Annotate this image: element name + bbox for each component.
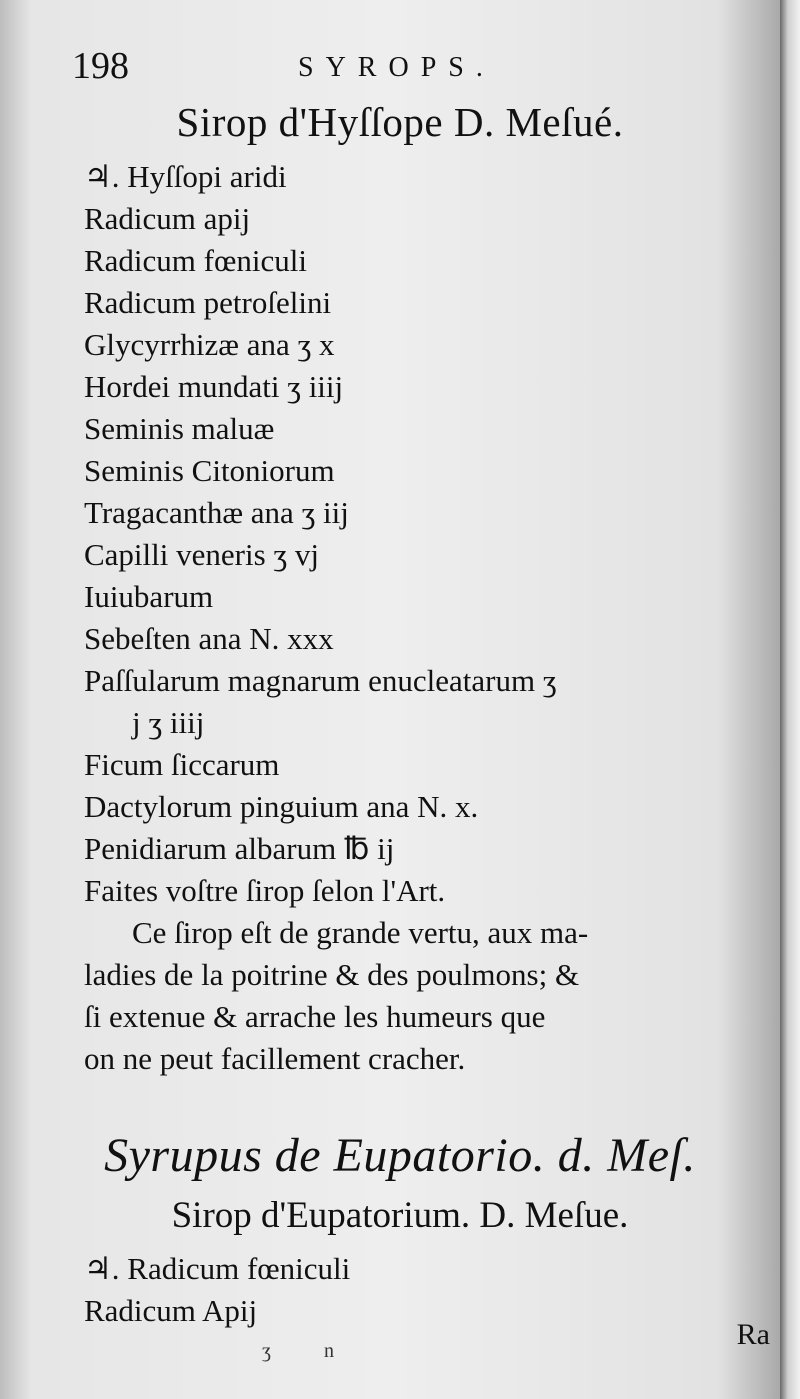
description-paragraph	[84, 912, 764, 1080]
ingredient-line: ♃. Hyſſopi aridi	[84, 159, 287, 194]
page-mark: ʒ	[262, 1340, 271, 1362]
ingredient-line: Radicum fœniculi	[84, 243, 307, 278]
second-recipe-title: Sirop d'Eupatorium. D. Meſue.	[171, 1195, 629, 1236]
ingredient-line: Glycyrrhizæ ana ʒ x	[84, 327, 335, 362]
running-title: SYROPS.	[298, 52, 495, 83]
recipe-ingredients	[84, 156, 764, 1080]
second-recipe-latin-title: Syrupus de Eupatorio. d. Meſ.	[104, 1129, 696, 1182]
ingredient-line-continued: j ʒ iiij	[132, 705, 205, 740]
instruction-line: Faites voſtre ſirop ſelon l'Art.	[84, 873, 446, 908]
ingredient-line: Ficum ſiccarum	[84, 747, 280, 782]
page-number: 198	[72, 45, 129, 87]
recipe-title: Sirop d'Hyſſope D. Meſué.	[176, 99, 624, 145]
paragraph-line: ladies de la poitrine & des poulmons; &	[84, 957, 580, 992]
ingredient-line: Radicum Apij	[84, 1293, 258, 1328]
ingredient-line: Hordei mundati ʒ iiij	[84, 369, 344, 404]
ingredient-line: Tragacanthæ ana ʒ iij	[84, 495, 349, 530]
ingredient-line: Sebeſten ana N. xxx	[84, 621, 334, 656]
ingredient-line: Radicum apij	[84, 201, 251, 236]
ingredient-line: ♃. Radicum fœniculi	[84, 1251, 351, 1286]
ingredient-line: Paſſularum magnarum enucleatarum ʒ	[84, 663, 557, 698]
page-header	[60, 44, 740, 94]
ingredient-line: Dactylorum pinguium ana N. x.	[84, 789, 479, 824]
page-edge	[780, 0, 800, 1399]
catchword: Ra	[736, 1318, 770, 1351]
ingredient-line: Iuiubarum	[84, 579, 214, 614]
ingredient-line: Penidiarum albarum ℔ ij	[84, 831, 395, 866]
ingredient-line: Capilli veneris ʒ vj	[84, 537, 320, 572]
paragraph-line: ſi extenue & arrache les humeurs que	[84, 999, 546, 1034]
ingredient-line: Radicum petroſelini	[84, 285, 332, 320]
paragraph-line: on ne peut facillement cracher.	[84, 1041, 466, 1076]
ingredient-line: Seminis Citoniorum	[84, 453, 335, 488]
ingredient-line: Seminis maluæ	[84, 411, 275, 446]
second-recipe-ingredients	[84, 1248, 744, 1332]
paragraph-line: Ce ſirop eſt de grande vertu, aux ma-	[132, 915, 589, 950]
page-mark: n	[324, 1340, 334, 1362]
